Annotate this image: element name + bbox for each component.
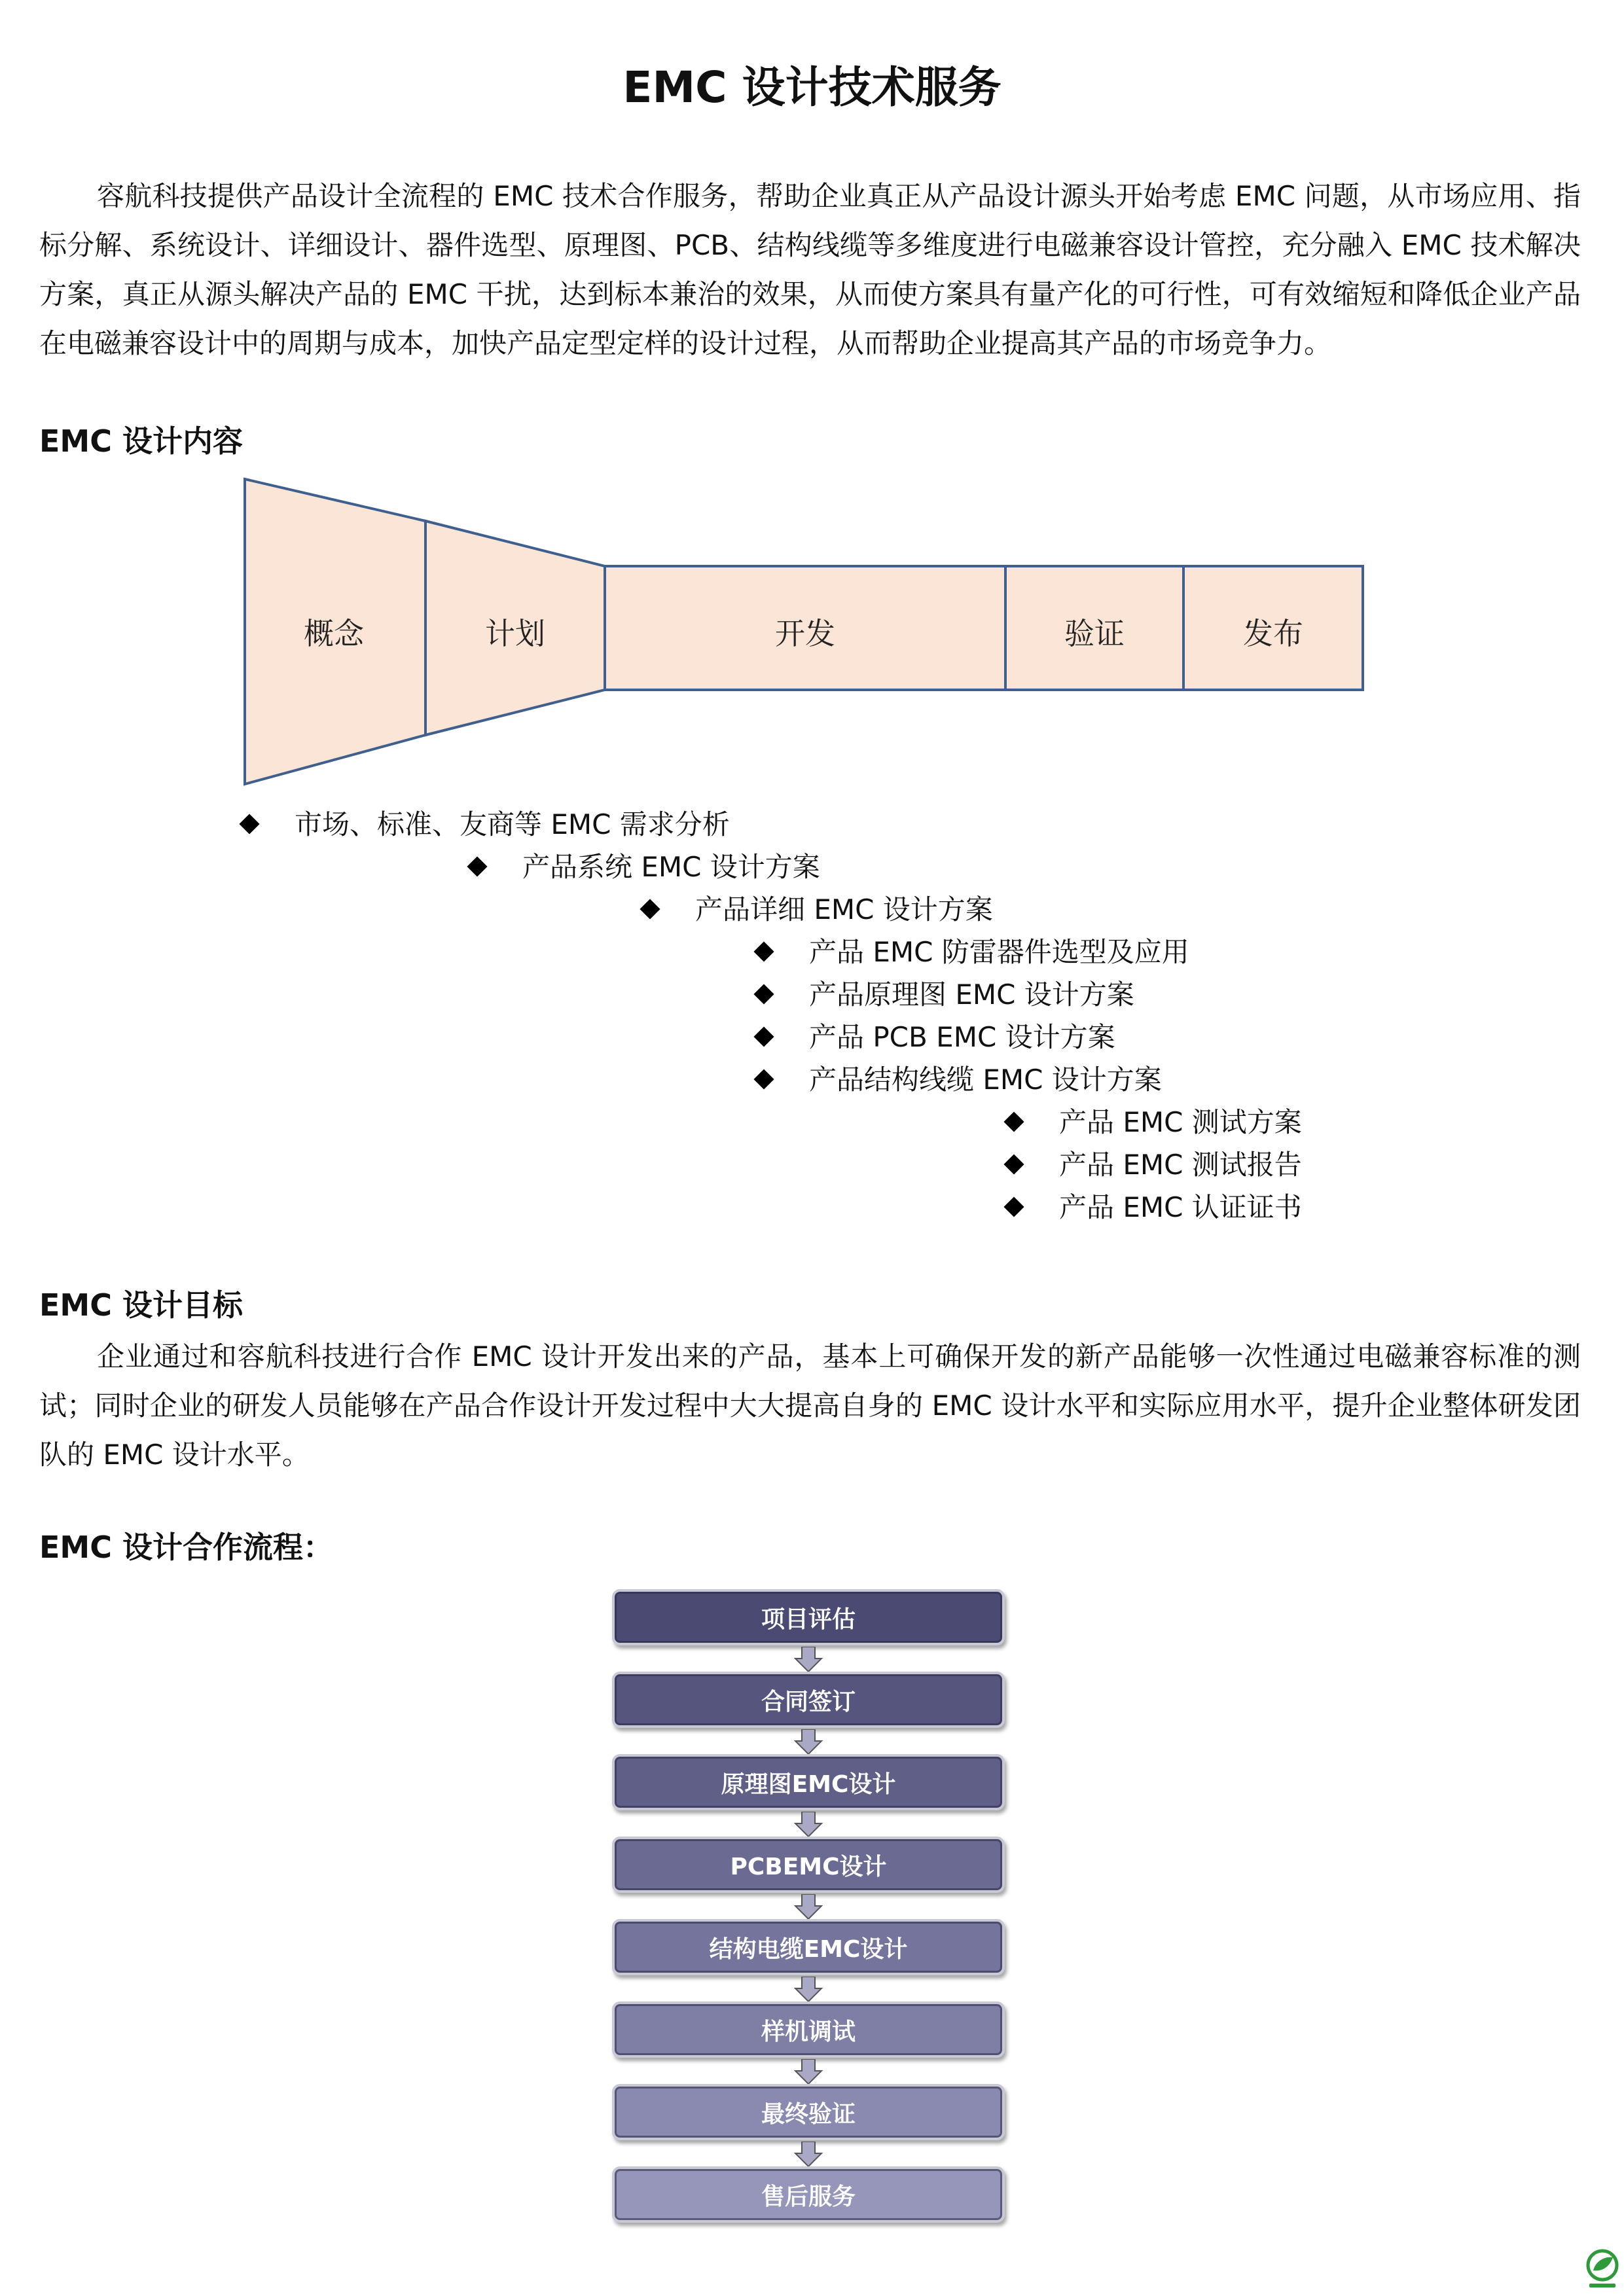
document-title: EMC 设计技术服务 — [623, 62, 1001, 113]
flow-step: PCBEMC设计 — [612, 1837, 1005, 1893]
diamond-bullet-icon — [753, 941, 774, 961]
bullet-item: 产品 EMC 防雷器件选型及应用 — [757, 935, 1189, 969]
bullet-item: 产品原理图 EMC 设计方案 — [757, 978, 1134, 1012]
stage-label-plan: 计划 — [485, 616, 545, 651]
flow-step: 最终验证 — [612, 2084, 1005, 2140]
flow-step: 样机调试 — [612, 2001, 1005, 2058]
flow-step: 结构电缆EMC设计 — [612, 1919, 1005, 1975]
cooperation-flowchart — [609, 1589, 1015, 2231]
bullet-item: 产品详细 EMC 设计方案 — [643, 893, 993, 927]
bullet-item: 产品结构线缆 EMC 设计方案 — [757, 1063, 1162, 1097]
stage-label-release: 发布 — [1243, 616, 1303, 651]
bullet-item: 产品 EMC 测试方案 — [1007, 1105, 1302, 1139]
down-arrow-icon — [794, 1894, 823, 1920]
diamond-bullet-icon — [239, 814, 259, 834]
leaf-logo-icon — [1584, 2248, 1621, 2290]
diamond-bullet-icon — [753, 1026, 774, 1047]
section-heading-content: EMC 设计内容 — [39, 423, 243, 459]
flow-step: 合同签订 — [612, 1672, 1005, 1728]
stage-diagram — [242, 476, 1381, 791]
section-heading-flow: EMC 设计合作流程： — [39, 1530, 333, 1565]
flow-step: 售后服务 — [612, 2166, 1005, 2223]
diamond-bullet-icon — [640, 899, 660, 919]
diamond-bullet-icon — [753, 1069, 774, 1089]
down-arrow-icon — [794, 1812, 823, 1838]
down-arrow-icon — [794, 2142, 823, 2168]
bullet-item: 产品系统 EMC 设计方案 — [470, 850, 820, 884]
bullet-item: 产品 EMC 测试报告 — [1007, 1148, 1302, 1182]
bullet-item: 产品 EMC 认证证书 — [1007, 1191, 1302, 1225]
down-arrow-icon — [794, 1977, 823, 2003]
down-arrow-icon — [794, 1647, 823, 1673]
diamond-bullet-icon — [1003, 1111, 1024, 1132]
stage-label-verify: 验证 — [1064, 616, 1125, 651]
intro-paragraph: 容航科技提供产品设计全流程的 EMC 技术合作服务，帮助企业真正从产品设计源头开始考虑 EMC 问题，从市场应用、指标分解、系统设计、详细设计、器件选型、原理图、PCB、结构线缆等多维度进行电磁兼容设计管控，充分融入 EMC 技术解决方案，真正从源头解决产品的 EMC 干扰，达到标本兼治的效果，从而使方案具有量产化的可行性，可有效缩短和降低企业产品在电磁兼容设计中的周期与成本，加快产品定型定样的设计过程，从而帮助企业提高其产品的市场竞争力。 — [39, 180, 1581, 359]
bullet-item: 产品 PCB EMC 设计方案 — [757, 1020, 1115, 1054]
flow-step: 原理图EMC设计 — [612, 1754, 1005, 1810]
down-arrow-icon — [794, 2059, 823, 2085]
stage-label-develop: 开发 — [775, 616, 835, 651]
diamond-bullet-icon — [467, 856, 487, 876]
goal-paragraph: 企业通过和容航科技进行合作 EMC 设计开发出来的产品，基本上可确保开发的新产品能够一次性通过电磁兼容标准的测试；同时企业的研发人员能够在产品合作设计开发过程中大大提高自身的 EMC 设计水平和实际应用水平，提升企业整体研发团队的 EMC 设计水平。 — [39, 1340, 1581, 1471]
diamond-bullet-icon — [753, 984, 774, 1004]
bullet-item: 市场、标准、友商等 EMC 需求分析 — [242, 808, 730, 842]
flow-step: 项目评估 — [612, 1589, 1005, 1645]
stage-label-concept: 概念 — [304, 616, 364, 651]
down-arrow-icon — [794, 1729, 823, 1755]
section-heading-goal: EMC 设计目标 — [39, 1287, 243, 1323]
diamond-bullet-icon — [1003, 1196, 1024, 1217]
diamond-bullet-icon — [1003, 1154, 1024, 1174]
